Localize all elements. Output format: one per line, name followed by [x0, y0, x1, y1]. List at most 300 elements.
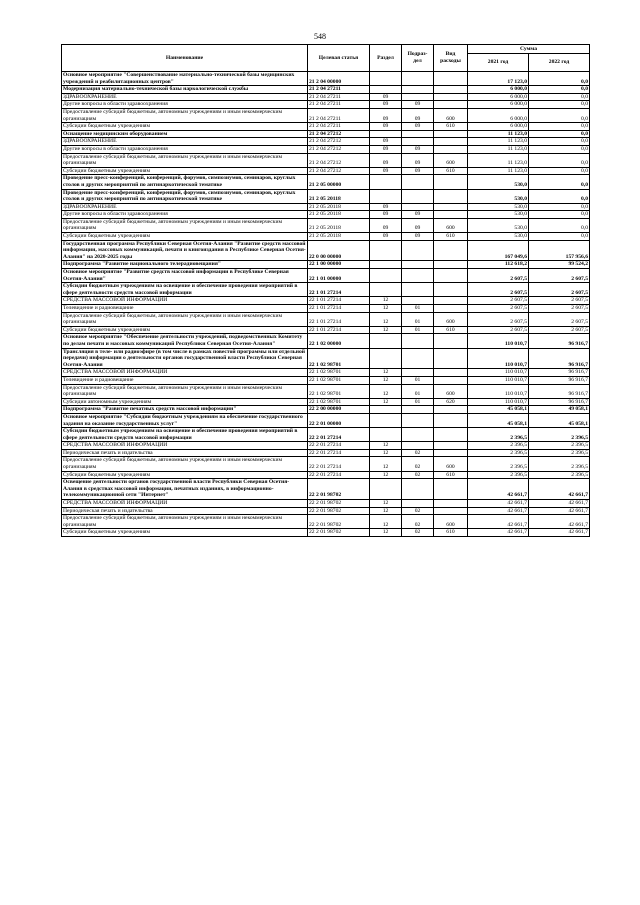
- row-expense-type: [434, 101, 468, 109]
- row-section: 12: [370, 457, 402, 471]
- row-subsection: [402, 93, 434, 101]
- row-section: 12: [370, 442, 402, 450]
- header-sum: Сумма: [468, 45, 590, 54]
- row-code: 22 1 01 27214: [308, 305, 370, 313]
- row-section: [370, 406, 402, 414]
- row-sum-2021: 2 607,5: [468, 269, 529, 283]
- row-expense-type: [434, 93, 468, 101]
- row-expense-type: [434, 479, 468, 500]
- row-expense-type: 610: [434, 233, 468, 241]
- row-code: 22 2 01 98702: [308, 479, 370, 500]
- table-row: [62, 376, 590, 384]
- row-sum-2021: 42 661,7: [468, 507, 529, 515]
- row-section: 12: [370, 398, 402, 406]
- row-sum-2022: 0,0: [529, 167, 590, 175]
- row-code: 22 1 02 98701: [308, 369, 370, 377]
- row-subsection: [402, 261, 434, 269]
- table-row: [62, 428, 590, 442]
- row-name: Субсидии бюджетным учреждениям на освещение и обеспечение проведения мероприятий в сфере деятельности средств массовой информации: [62, 428, 308, 442]
- row-sum-2022: 2 607,5: [529, 312, 590, 326]
- row-sum-2021: 110 010,7: [468, 398, 529, 406]
- row-sum-2021: 530,0: [468, 203, 529, 211]
- row-expense-type: [434, 376, 468, 384]
- row-expense-type: [434, 406, 468, 414]
- row-section: [370, 72, 402, 86]
- row-name: СРЕДСТВА МАССОВОЙ ИНФОРМАЦИИ: [62, 297, 308, 305]
- row-sum-2021: 42 661,7: [468, 500, 529, 508]
- table-row: [62, 398, 590, 406]
- row-sum-2021: 6 000,0: [468, 101, 529, 109]
- row-section: [370, 261, 402, 269]
- row-expense-type: [434, 189, 468, 203]
- row-subsection: 09: [402, 101, 434, 109]
- row-sum-2021: 11 123,0: [468, 138, 529, 146]
- row-section: [370, 479, 402, 500]
- row-section: 12: [370, 449, 402, 457]
- row-expense-type: 600: [434, 384, 468, 398]
- row-name: Оснащение медицинским оборудованием: [62, 130, 308, 138]
- row-section: 12: [370, 326, 402, 334]
- row-name: Другие вопросы в области здравоохранения: [62, 211, 308, 219]
- row-subsection: 02: [402, 471, 434, 479]
- row-expense-type: [434, 203, 468, 211]
- row-expense-type: [434, 442, 468, 450]
- row-section: 09: [370, 167, 402, 175]
- table-row: [62, 384, 590, 398]
- row-name: Подпрограмма "Развитие национального телерадиовещания": [62, 261, 308, 269]
- row-code: 22 2 01 27214: [308, 449, 370, 457]
- row-section: 09: [370, 145, 402, 153]
- row-name: Субсидии бюджетным учреждениям: [62, 529, 308, 537]
- row-sum-2022: 0,0: [529, 86, 590, 94]
- row-code: 22 1 01 27214: [308, 297, 370, 305]
- table-row: [62, 297, 590, 305]
- row-section: 09: [370, 101, 402, 109]
- row-subsection: 09: [402, 145, 434, 153]
- row-code: 21 2 04 27211: [308, 108, 370, 122]
- row-sum-2021: 2 396,5: [468, 457, 529, 471]
- row-section: 09: [370, 153, 402, 167]
- row-name: Основное мероприятие "Субсидии бюджетным учреждениям на обеспечение государственного задания на оказание государственных услуг": [62, 413, 308, 427]
- row-expense-type: [434, 369, 468, 377]
- header-name: Наименование: [62, 45, 308, 72]
- table-row: [62, 175, 590, 189]
- row-section: [370, 175, 402, 189]
- row-name: СРЕДСТВА МАССОВОЙ ИНФОРМАЦИИ: [62, 369, 308, 377]
- row-expense-type: [434, 507, 468, 515]
- row-section: 12: [370, 500, 402, 508]
- row-sum-2022: 99 524,2: [529, 261, 590, 269]
- row-sum-2021: 6 000,0: [468, 123, 529, 131]
- row-sum-2022: 42 661,7: [529, 507, 590, 515]
- row-code: 22 2 00 00000: [308, 406, 370, 414]
- table-row: [62, 153, 590, 167]
- row-code: 21 2 05 00000: [308, 175, 370, 189]
- row-name: Другие вопросы в области здравоохранения: [62, 101, 308, 109]
- row-section: 12: [370, 369, 402, 377]
- table-row: [62, 479, 590, 500]
- header-year-2021: 2021 год: [468, 54, 529, 72]
- row-sum-2021: 2 396,5: [468, 471, 529, 479]
- table-row: [62, 240, 590, 261]
- table-row: [62, 529, 590, 537]
- row-subsection: [402, 479, 434, 500]
- row-name: Другие вопросы в области здравоохранения: [62, 145, 308, 153]
- row-expense-type: 600: [434, 312, 468, 326]
- row-expense-type: [434, 283, 468, 297]
- row-sum-2022: 0,0: [529, 138, 590, 146]
- row-name: Предоставление субсидий бюджетным, автономным учреждениям и иным некоммерческим организациям: [62, 153, 308, 167]
- row-code: 22 2 01 27214: [308, 457, 370, 471]
- row-section: 12: [370, 297, 402, 305]
- header-expense-type: Вид расходы: [434, 45, 468, 72]
- table-row: [62, 413, 590, 427]
- row-sum-2022: 96 916,7: [529, 384, 590, 398]
- row-expense-type: 610: [434, 471, 468, 479]
- row-name: Субсидии бюджетным учреждениям: [62, 123, 308, 131]
- row-code: 21 2 04 27212: [308, 145, 370, 153]
- table-row: [62, 449, 590, 457]
- row-section: [370, 269, 402, 283]
- row-name: ЗДРАВООХРАНЕНИЕ: [62, 93, 308, 101]
- row-sum-2021: 45 058,1: [468, 413, 529, 427]
- header-code: Целевая статья: [308, 45, 370, 72]
- row-code: 21 2 04 00000: [308, 72, 370, 86]
- row-expense-type: [434, 72, 468, 86]
- row-code: 21 2 04 27211: [308, 123, 370, 131]
- row-sum-2021: 6 000,0: [468, 108, 529, 122]
- row-code: 22 1 02 98701: [308, 384, 370, 398]
- row-code: 22 2 01 27214: [308, 442, 370, 450]
- row-code: 22 2 01 98702: [308, 500, 370, 508]
- table-row: [62, 348, 590, 369]
- row-name: Телевидение и радиовещание: [62, 305, 308, 313]
- row-name: Основное мероприятие "Совершенствование материально-технической базы медицинских учреждений и реабилитационных центров": [62, 72, 308, 86]
- table-row: [62, 500, 590, 508]
- row-subsection: 02: [402, 529, 434, 537]
- row-sum-2022: 0,0: [529, 189, 590, 203]
- table-row: [62, 442, 590, 450]
- table-row: [62, 457, 590, 471]
- row-expense-type: [434, 138, 468, 146]
- row-code: 21 2 04 27212: [308, 138, 370, 146]
- table-header: [62, 45, 590, 72]
- row-section: 12: [370, 312, 402, 326]
- row-code: 22 1 01 27214: [308, 326, 370, 334]
- row-sum-2022: 96 916,7: [529, 348, 590, 369]
- row-name: Предоставление субсидий бюджетным, автономным учреждениям и иным некоммерческим организациям: [62, 312, 308, 326]
- row-sum-2021: 42 661,7: [468, 515, 529, 529]
- row-code: 22 1 01 00000: [308, 269, 370, 283]
- table-row: [62, 93, 590, 101]
- table-body: [62, 72, 590, 537]
- row-subsection: [402, 428, 434, 442]
- row-section: [370, 240, 402, 261]
- row-code: 22 1 01 27214: [308, 312, 370, 326]
- row-name: Модернизация материально-технической базы наркологической службы: [62, 86, 308, 94]
- row-name: Телевидение и радиовещание: [62, 376, 308, 384]
- row-subsection: [402, 175, 434, 189]
- row-code: 21 2 04 27211: [308, 93, 370, 101]
- row-subsection: 09: [402, 153, 434, 167]
- row-subsection: [402, 334, 434, 348]
- header-year-2022: 2022 год: [529, 54, 590, 72]
- row-subsection: [402, 297, 434, 305]
- row-name: Государственная программа Республики Северная Осетия-Алания "Развитие средств массовой информации, массовых коммуникаций, печати и книгоиздания в Республике Северная Осетия-Алания" на 2020-2025 годы: [63, 240, 306, 260]
- row-section: 12: [370, 507, 402, 515]
- row-sum-2022: 0,0: [529, 211, 590, 219]
- row-name: Предоставление субсидий бюджетным, автономным учреждениям и иным некоммерческим организациям: [62, 457, 308, 471]
- row-name: Субсидии бюджетным учреждениям: [62, 167, 308, 175]
- row-sum-2022: 0,0: [529, 218, 590, 232]
- row-subsection: 02: [402, 515, 434, 529]
- row-section: [370, 86, 402, 94]
- table-row: [62, 189, 590, 203]
- row-name: Предоставление субсидий бюджетным, автономным учреждениям и иным некоммерческим организациям: [62, 218, 308, 232]
- row-code: 21 2 04 27211: [308, 101, 370, 109]
- row-sum-2021: 11 123,0: [468, 130, 529, 138]
- row-sum-2022: 96 916,7: [529, 369, 590, 377]
- row-subsection: 01: [402, 326, 434, 334]
- row-sum-2022: 157 956,6: [529, 240, 590, 261]
- row-sum-2022: 2 396,5: [529, 428, 590, 442]
- row-code: 21 2 05 20118: [308, 233, 370, 241]
- row-sum-2021: 530,0: [468, 189, 529, 203]
- row-name: ЗДРАВООХРАНЕНИЕ: [62, 203, 308, 211]
- row-section: 09: [370, 203, 402, 211]
- row-name: Предоставление субсидий бюджетным, автономным учреждениям и иным некоммерческим организациям: [62, 108, 308, 122]
- row-expense-type: 610: [434, 326, 468, 334]
- row-sum-2022: 49 058,1: [529, 406, 590, 414]
- row-section: 09: [370, 233, 402, 241]
- table-row: [62, 167, 590, 175]
- row-sum-2022: 0,0: [529, 145, 590, 153]
- row-sum-2021: 42 661,7: [468, 479, 529, 500]
- row-section: 12: [370, 529, 402, 537]
- row-subsection: [402, 138, 434, 146]
- row-code: 21 2 04 27212: [308, 153, 370, 167]
- row-name: СРЕДСТВА МАССОВОЙ ИНФОРМАЦИИ: [62, 442, 308, 450]
- row-name: Трансляция в теле- или радиоэфире (в том числе в рамках повестой программы или отдельной передачи) информации о деятельности органов государственной власти Республики Северная Осетия-Алания: [62, 348, 308, 369]
- row-section: [370, 334, 402, 348]
- row-sum-2021: 6 000,0: [468, 86, 529, 94]
- row-code: 22 1 00 00000: [308, 261, 370, 269]
- row-code: 21 2 04 27212: [308, 130, 370, 138]
- row-code: 22 2 01 98702: [308, 507, 370, 515]
- row-expense-type: 600: [434, 515, 468, 529]
- row-sum-2021: 167 049,6: [468, 240, 529, 261]
- row-subsection: 09: [402, 218, 434, 232]
- row-sum-2022: 96 916,7: [529, 376, 590, 384]
- row-code: 21 2 04 27212: [308, 167, 370, 175]
- budget-table: [61, 44, 590, 537]
- row-expense-type: 600: [434, 108, 468, 122]
- row-sum-2022: 2 607,5: [529, 305, 590, 313]
- row-expense-type: [434, 305, 468, 313]
- row-section: [370, 348, 402, 369]
- row-sum-2021: 530,0: [468, 233, 529, 241]
- row-name: Субсидии бюджетным учреждениям: [62, 471, 308, 479]
- row-sum-2021: 45 058,1: [468, 406, 529, 414]
- row-code: 22 2 01 27214: [308, 471, 370, 479]
- row-subsection: 09: [402, 211, 434, 219]
- row-subsection: [402, 369, 434, 377]
- row-sum-2021: 110 010,7: [468, 369, 529, 377]
- row-sum-2022: 0,0: [529, 108, 590, 122]
- row-expense-type: 620: [434, 398, 468, 406]
- row-name: Предоставление субсидий бюджетным, автономным учреждениям и иным некоммерческим организациям: [62, 384, 308, 398]
- row-sum-2021: 42 661,7: [468, 529, 529, 537]
- row-subsection: [402, 240, 434, 261]
- table-row: [62, 334, 590, 348]
- row-section: 09: [370, 218, 402, 232]
- row-code: 21 2 05 20118: [308, 203, 370, 211]
- row-code: 22 2 01 98702: [308, 515, 370, 529]
- row-name: Предоставление субсидий бюджетным, автономным учреждениям и иным некоммерческим организациям: [62, 515, 308, 529]
- row-subsection: [402, 189, 434, 203]
- row-subsection: 01: [402, 398, 434, 406]
- table-row: [62, 369, 590, 377]
- row-section: 12: [370, 376, 402, 384]
- row-sum-2021: 2 607,5: [468, 312, 529, 326]
- row-expense-type: 610: [434, 123, 468, 131]
- row-expense-type: [434, 348, 468, 369]
- row-sum-2022: 42 661,7: [529, 500, 590, 508]
- row-sum-2021: 110 010,7: [468, 384, 529, 398]
- row-sum-2021: 2 396,5: [468, 449, 529, 457]
- row-sum-2022: 96 916,7: [529, 334, 590, 348]
- row-sum-2021: 2 607,5: [468, 283, 529, 297]
- row-expense-type: 600: [434, 218, 468, 232]
- row-sum-2021: 11 123,0: [468, 167, 529, 175]
- row-subsection: 01: [402, 384, 434, 398]
- row-section: [370, 283, 402, 297]
- row-sum-2021: 17 123,0: [468, 72, 529, 86]
- row-subsection: [402, 500, 434, 508]
- row-subsection: [402, 86, 434, 94]
- row-expense-type: [434, 86, 468, 94]
- header-subsection: Подраз- дел: [402, 45, 434, 72]
- row-sum-2022: 0,0: [529, 203, 590, 211]
- table-row: [62, 138, 590, 146]
- row-sum-2022: 2 607,5: [529, 326, 590, 334]
- row-sum-2022: 0,0: [529, 93, 590, 101]
- row-sum-2021: 2 607,5: [468, 297, 529, 305]
- row-expense-type: [434, 261, 468, 269]
- row-expense-type: [434, 449, 468, 457]
- row-subsection: 02: [402, 507, 434, 515]
- row-subsection: 09: [402, 108, 434, 122]
- row-subsection: [402, 442, 434, 450]
- row-sum-2022: 2 396,5: [529, 457, 590, 471]
- row-section: 12: [370, 515, 402, 529]
- row-expense-type: [434, 240, 468, 261]
- row-sum-2022: 45 058,1: [529, 413, 590, 427]
- row-name: Основное мероприятие "Развитие средств массовой информации в Республике Северная Осетия-Алания": [62, 269, 308, 283]
- row-sum-2021: 110 010,7: [468, 334, 529, 348]
- row-name: Субсидии бюджетным учреждениям на освещение и обеспечение проведения мероприятий в сфере деятельности средств массовой информации: [62, 283, 308, 297]
- row-sum-2022: 0,0: [529, 101, 590, 109]
- table-row: [62, 406, 590, 414]
- row-expense-type: [434, 297, 468, 305]
- row-code: 21 2 05 20118: [308, 218, 370, 232]
- row-expense-type: 610: [434, 529, 468, 537]
- row-subsection: 09: [402, 167, 434, 175]
- row-subsection: 02: [402, 457, 434, 471]
- row-code: 22 2 01 98702: [308, 529, 370, 537]
- row-code: 22 0 00 00000: [308, 240, 370, 261]
- row-subsection: 01: [402, 376, 434, 384]
- table-row: [62, 515, 590, 529]
- row-section: 12: [370, 305, 402, 313]
- row-section: [370, 189, 402, 203]
- row-code: 22 1 02 98701: [308, 348, 370, 369]
- row-sum-2021: 530,0: [468, 211, 529, 219]
- table-row: [62, 233, 590, 241]
- row-subsection: [402, 203, 434, 211]
- row-code: 21 2 05 20118: [308, 211, 370, 219]
- row-sum-2021: 112 618,2: [468, 261, 529, 269]
- header-section: Раздел: [370, 45, 402, 72]
- page-number: 548: [314, 32, 326, 41]
- table-row: [62, 203, 590, 211]
- table-row: [62, 312, 590, 326]
- table-row: [62, 507, 590, 515]
- row-code: 21 2 04 27211: [308, 86, 370, 94]
- row-code: 22 1 01 27214: [308, 283, 370, 297]
- row-expense-type: [434, 413, 468, 427]
- row-section: 12: [370, 384, 402, 398]
- row-section: [370, 130, 402, 138]
- row-name: Проведение пресс-конференций, конференций, форумов, симпозиумов, семинаров, круглых столов и других мероприятий по антинаркотической тематике: [62, 189, 308, 203]
- row-subsection: [402, 406, 434, 414]
- row-subsection: 01: [402, 312, 434, 326]
- row-sum-2022: 0,0: [529, 233, 590, 241]
- row-expense-type: [434, 145, 468, 153]
- table-row: [62, 145, 590, 153]
- row-sum-2021: 2 607,5: [468, 305, 529, 313]
- table-row: [62, 471, 590, 479]
- row-sum-2021: 110 010,7: [468, 348, 529, 369]
- row-sum-2022: 2 396,5: [529, 442, 590, 450]
- table-row: [62, 261, 590, 269]
- row-sum-2022: 2 607,5: [529, 283, 590, 297]
- row-expense-type: [434, 428, 468, 442]
- row-sum-2022: 0,0: [529, 72, 590, 86]
- row-sum-2022: 42 661,7: [529, 479, 590, 500]
- row-name: СРЕДСТВА МАССОВОЙ ИНФОРМАЦИИ: [62, 500, 308, 508]
- row-sum-2021: 6 000,0: [468, 93, 529, 101]
- row-expense-type: [434, 130, 468, 138]
- row-expense-type: [434, 175, 468, 189]
- row-section: 09: [370, 93, 402, 101]
- row-expense-type: [434, 500, 468, 508]
- row-subsection: [402, 348, 434, 369]
- row-sum-2021: 530,0: [468, 175, 529, 189]
- row-subsection: 02: [402, 449, 434, 457]
- row-name: Подпрограмма "Развитие печатных средств массовой информации": [62, 406, 308, 414]
- table-row: [62, 211, 590, 219]
- row-name: Периодическая печать и издательства: [62, 507, 308, 515]
- row-sum-2021: 11 123,0: [468, 145, 529, 153]
- row-name: Субсидии бюджетным учреждениям: [62, 326, 308, 334]
- row-subsection: 09: [402, 123, 434, 131]
- table-row: [62, 269, 590, 283]
- row-expense-type: [434, 269, 468, 283]
- row-code: 22 1 02 00000: [308, 334, 370, 348]
- row-subsection: [402, 72, 434, 86]
- row-subsection: [402, 283, 434, 297]
